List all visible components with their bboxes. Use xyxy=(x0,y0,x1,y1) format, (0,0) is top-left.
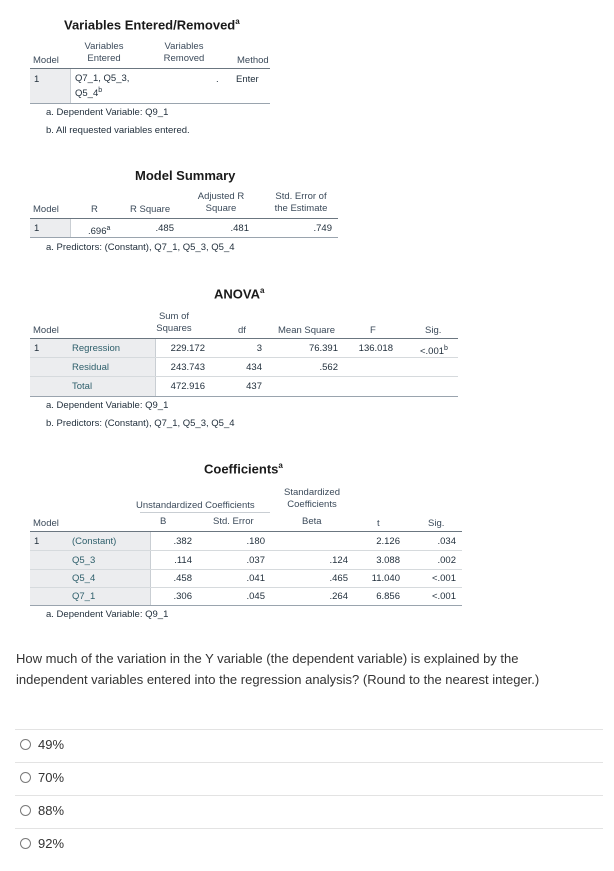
t1-row-model: 1 xyxy=(34,74,40,85)
option-separator xyxy=(15,795,603,796)
t4-row-se-constant: .180 xyxy=(246,536,265,547)
option-88[interactable] xyxy=(20,803,64,818)
t4-row-sig-q5-4: <.001 xyxy=(431,573,456,584)
t4-row-label-q7-1: Q7_1 xyxy=(72,591,96,602)
t4-unstd-rule xyxy=(140,512,270,513)
t2-row-model: 1 xyxy=(34,223,40,234)
t3-row-ms-regression: 76.391 xyxy=(308,343,338,354)
t1-header-model: Model xyxy=(33,55,59,66)
anova-title: ANOVA$^a$ xyxy=(214,286,265,302)
t3-row-label-regression: Regression xyxy=(72,343,121,354)
variables-entered-title: Variables Entered/Removed$^a$ xyxy=(64,17,240,33)
option-label[interactable]: 92% xyxy=(38,836,65,851)
t2-row-r: .696$^a$ xyxy=(88,225,111,238)
t4-row-beta-q5-3: .124 xyxy=(329,555,348,566)
t4-row-b-q7-1: .306 xyxy=(173,591,192,602)
t3-row-f-regression: 136.018 xyxy=(358,343,393,354)
t4-rule-3 xyxy=(30,587,462,588)
t4-row-label-constant: (Constant) xyxy=(72,536,117,547)
t3-bottom-rule xyxy=(30,396,458,397)
t4-row-sig-q5-3: .002 xyxy=(437,555,456,566)
t4-header-t: t xyxy=(377,518,380,529)
option-separator xyxy=(15,729,603,730)
t3-rule-1 xyxy=(30,357,458,358)
t4-footnote-a: a. Dependent Variable: Q9_1 xyxy=(46,609,169,620)
t3-header-df: df xyxy=(238,325,246,336)
option-separator xyxy=(15,762,603,763)
t1-divider xyxy=(70,69,71,103)
radio-icon[interactable] xyxy=(20,772,31,783)
t4-row-label-q5-4: Q5_4 xyxy=(72,573,96,584)
t4-rule-2 xyxy=(30,569,462,570)
t1-bottom-rule xyxy=(30,103,270,104)
t2-header-r: R xyxy=(91,204,98,215)
t4-header-unstd: Unstandardized Coefficients xyxy=(136,500,255,511)
t4-header-model: Model xyxy=(33,518,59,529)
t4-row-label-q5-3: Q5_3 xyxy=(72,555,96,566)
t4-row-t-constant: 2.126 xyxy=(376,536,400,547)
t3-row-label-total: Total xyxy=(72,381,93,392)
t3-row-df-regression: 3 xyxy=(256,343,262,354)
t4-row-b-q5-4: .458 xyxy=(173,573,192,584)
t4-row-beta-q7-1: .264 xyxy=(329,591,348,602)
t1-footnote-b: b. All requested variables entered. xyxy=(46,125,190,136)
option-label[interactable]: 49% xyxy=(38,737,65,752)
t3-row-df-total: 437 xyxy=(246,381,262,392)
t2-header-adj: Adjusted R Square xyxy=(197,191,245,214)
option-92[interactable] xyxy=(20,836,64,851)
t4-bottom-rule xyxy=(30,605,462,606)
t3-row-model: 1 xyxy=(34,343,40,354)
t3-row-ms-residual: .562 xyxy=(319,362,338,373)
t4-row-t-q5-3: 3.088 xyxy=(376,555,400,566)
t1-header-method: Method xyxy=(237,55,269,66)
radio-icon[interactable] xyxy=(20,838,31,849)
t1-row-removed: . xyxy=(216,74,219,85)
t4-row-beta-q5-4: .465 xyxy=(329,573,348,584)
t3-divider xyxy=(155,339,156,396)
t3-footnote-a: a. Dependent Variable: Q9_1 xyxy=(46,400,169,411)
t1-header-removed: Variables Removed xyxy=(163,41,205,64)
coefficients-title: Coefficients$^a$ xyxy=(204,461,283,477)
t3-row-label-residual: Residual xyxy=(72,362,109,373)
t4-row-model: 1 xyxy=(34,536,40,547)
t1-row-method: Enter xyxy=(236,74,259,85)
t4-header-se: Std. Error xyxy=(213,516,254,527)
t3-row-sig-regression: <.001$^b$ xyxy=(420,345,448,358)
t2-bottom-rule xyxy=(30,237,338,238)
t4-row-se-q5-3: .037 xyxy=(246,555,265,566)
option-70[interactable] xyxy=(20,770,64,785)
t4-row-se-q7-1: .045 xyxy=(246,591,265,602)
t4-row-sig-q7-1: <.001 xyxy=(431,591,456,602)
t3-header-f: F xyxy=(370,325,376,336)
t3-header-ss: Sum of Squares xyxy=(156,311,192,334)
question-line-2: independent variables entered into the regression analysis? (Round to the nearest integer.) xyxy=(16,672,540,687)
radio-icon[interactable] xyxy=(20,739,31,750)
t4-header-std: Standardized Coefficients xyxy=(284,487,340,510)
t4-header-beta: Beta xyxy=(302,516,322,527)
t2-footnote-a: a. Predictors: (Constant), Q7_1, Q5_3, Q5_4 xyxy=(46,242,235,253)
t2-row-adj: .481 xyxy=(230,223,249,234)
t3-row-ss-regression: 229.172 xyxy=(170,343,205,354)
question-text xyxy=(16,648,606,690)
t2-row-rsq: .485 xyxy=(155,223,174,234)
t2-header-se: Std. Error of the Estimate xyxy=(274,191,328,214)
t4-row-t-q5-4: 11.040 xyxy=(371,573,400,584)
t4-rule-1 xyxy=(30,550,462,551)
t2-divider xyxy=(70,219,71,237)
t1-footnote-a: a. Dependent Variable: Q9_1 xyxy=(46,107,169,118)
question-line-1: How much of the variation in the Y variable (the dependent variable) is explained by the xyxy=(16,651,519,666)
t3-row-ss-residual: 243.743 xyxy=(170,362,205,373)
option-separator xyxy=(15,828,603,829)
t1-row-entered: Q7_1, Q5_3, Q5_4$^b$ xyxy=(75,73,130,100)
t4-header-b: B xyxy=(160,516,167,527)
t4-header-sig: Sig. xyxy=(428,518,445,529)
t3-row-ss-total: 472.916 xyxy=(170,381,205,392)
t1-header-entered: Variables Entered xyxy=(84,41,124,64)
t3-row-df-residual: 434 xyxy=(246,362,262,373)
t3-header-sig: Sig. xyxy=(425,325,442,336)
t3-footnote-b: b. Predictors: (Constant), Q7_1, Q5_3, Q5_4 xyxy=(46,418,235,429)
t4-row-se-q5-4: .041 xyxy=(246,573,265,584)
t4-row-sig-constant: .034 xyxy=(437,536,456,547)
radio-icon[interactable] xyxy=(20,805,31,816)
option-49[interactable] xyxy=(20,737,64,752)
t4-row-b-q5-3: .114 xyxy=(174,555,192,566)
option-label[interactable]: 70% xyxy=(38,770,65,785)
t3-header-ms: Mean Square xyxy=(278,325,336,336)
t2-header-rule xyxy=(30,218,338,219)
t4-row-t-q7-1: 6.856 xyxy=(376,591,400,602)
t2-row-se: .749 xyxy=(313,223,332,234)
t2-header-rsq: R Square xyxy=(130,204,171,215)
t4-row-b-constant: .382 xyxy=(173,536,192,547)
t2-header-model: Model xyxy=(33,204,59,215)
model-summary-title: Model Summary xyxy=(135,168,236,183)
t3-header-model: Model xyxy=(33,325,59,336)
t3-rule-2 xyxy=(30,376,458,377)
option-label[interactable]: 88% xyxy=(38,803,65,818)
